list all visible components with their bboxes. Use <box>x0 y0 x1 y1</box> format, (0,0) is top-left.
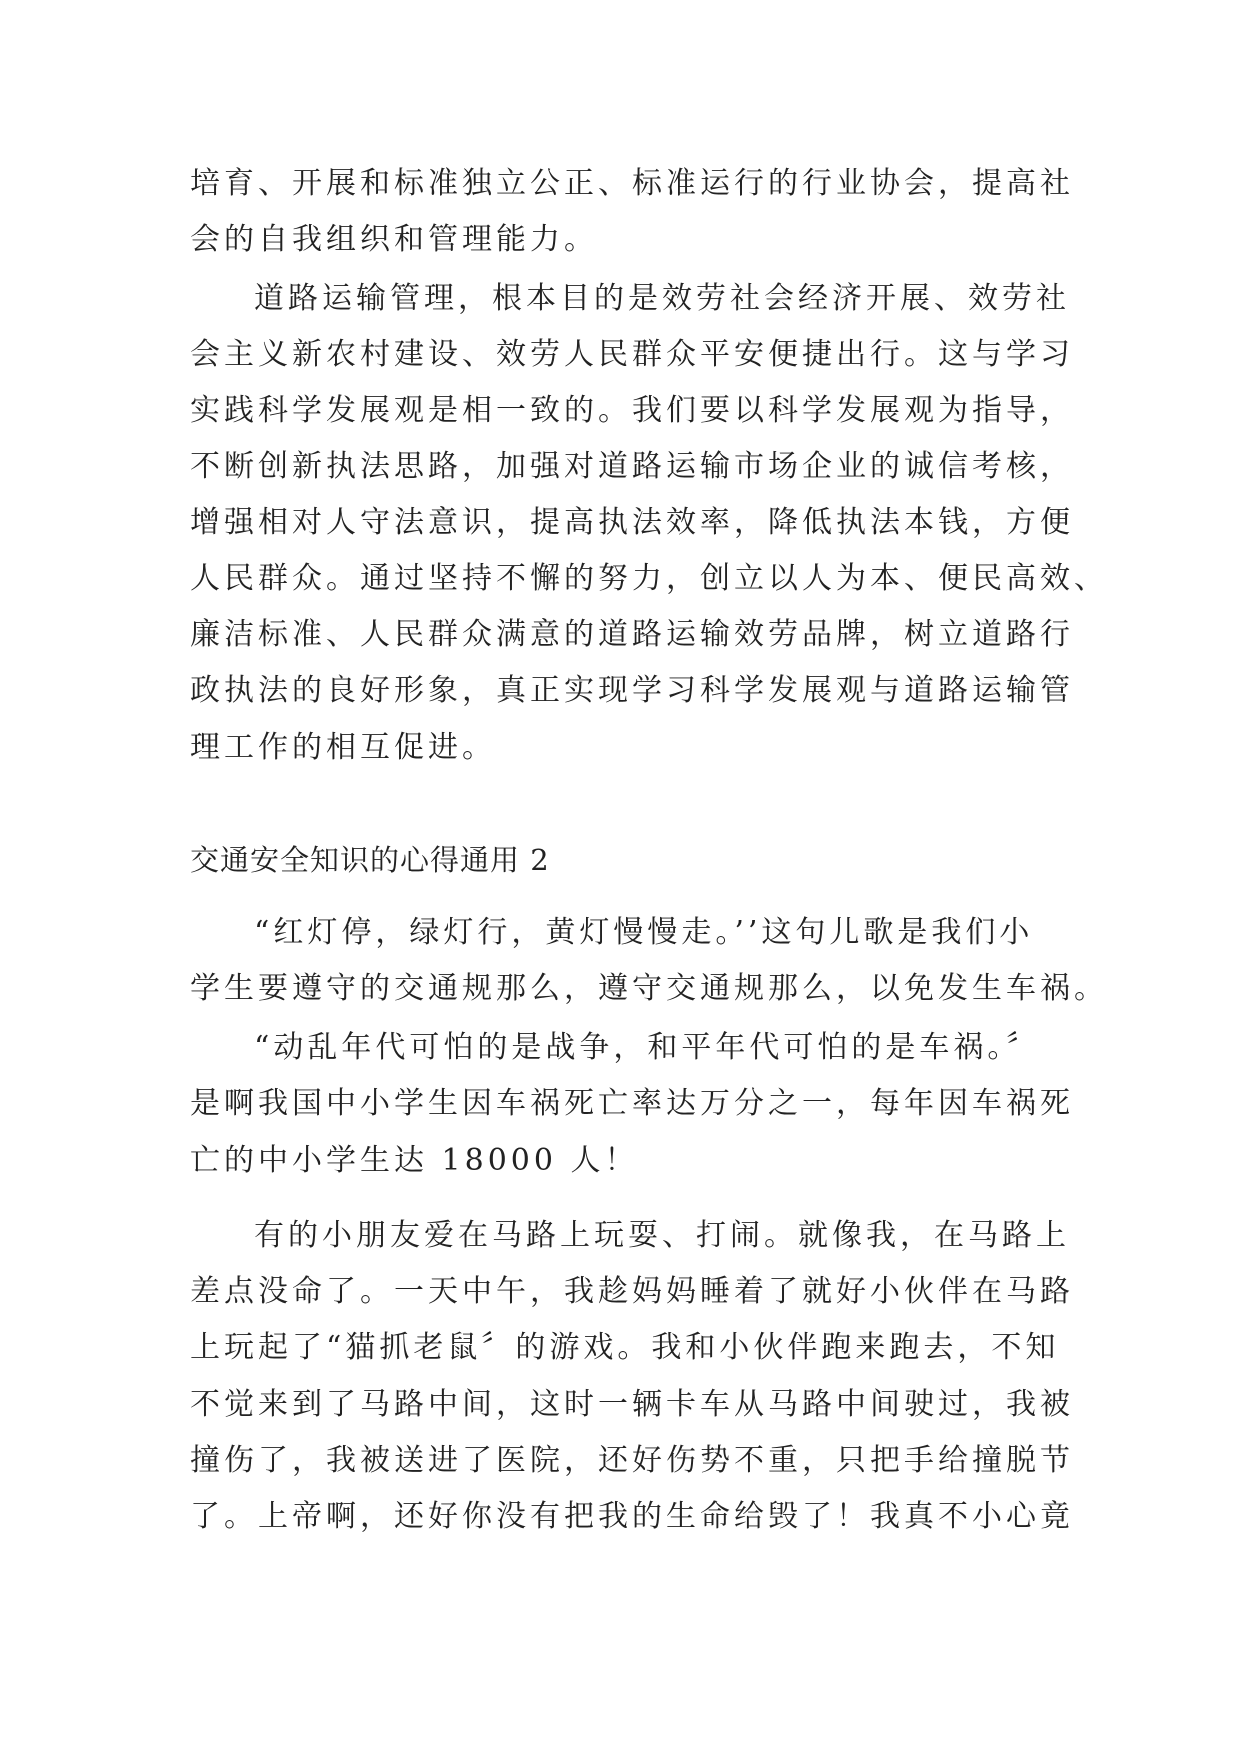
paragraph-line: 不觉来到了马路中间，这时一辆卡车从马路中间驶过，我被 <box>190 1387 1074 1422</box>
paragraph-line: 上玩起了“猫抓老鼠〞的游戏。我和小伙伴跑来跑去，不知 <box>190 1330 1060 1365</box>
paragraph-line: 理工作的相互促进。 <box>190 730 496 765</box>
paragraph-line: 培育、开展和标准独立公正、标准运行的行业协会，提高社 <box>190 166 1074 201</box>
paragraph-line: 道路运输管理，根本目的是效劳社会经济开展、效劳社 <box>254 281 1070 316</box>
paragraph-line: 实践科学发展观是相一致的。我们要以科学发展观为指导， <box>190 393 1074 428</box>
paragraph-line: 会主义新农村建设、效劳人民群众平安便捷出行。这与学习 <box>190 337 1074 372</box>
paragraph-line: “红灯停，绿灯行，黄灯慢慢走。’’这句儿歌是我们小 <box>254 915 1034 950</box>
paragraph-line: 政执法的良好形象，真正实现学习科学发展观与道路运输管 <box>190 673 1074 708</box>
paragraph-line: 差点没命了。一天中午，我趁妈妈睡着了就好小伙伴在马路 <box>190 1274 1074 1309</box>
paragraph-line: 会的自我组织和管理能力。 <box>190 222 598 257</box>
paragraph-line: 廉洁标准、人民群众满意的道路运输效劳品牌，树立道路行 <box>190 617 1074 652</box>
paragraph-line: 不断创新执法思路，加强对道路运输市场企业的诚信考核， <box>190 449 1074 484</box>
paragraph-line: 是啊我国中小学生因车祸死亡率达万分之一，每年因车祸死 <box>190 1086 1074 1121</box>
paragraph-line: 增强相对人守法意识，提高执法效率，降低执法本钱，方便 <box>190 505 1074 540</box>
paragraph-line: “动乱年代可怕的是战争，和平年代可怕的是车祸。〞 <box>254 1030 1041 1065</box>
paragraph-line: 有的小朋友爱在马路上玩耍、打闹。就像我，在马路上 <box>254 1218 1070 1253</box>
paragraph-line: 了。上帝啊，还好你没有把我的生命给毁了！我真不小心竟 <box>190 1499 1074 1534</box>
paragraph-line: 学生要遵守的交通规那么，遵守交通规那么，以免发生车祸。 <box>190 971 1108 1006</box>
paragraph-line: 亡的中小学生达 18000 人！ <box>190 1143 639 1178</box>
section-heading: 交通安全知识的心得通用 2 <box>190 843 550 877</box>
paragraph-line: 撞伤了，我被送进了医院，还好伤势不重，只把手给撞脱节 <box>190 1443 1074 1478</box>
paragraph-line: 人民群众。通过坚持不懈的努力，创立以人为本、便民高效、 <box>190 561 1108 596</box>
